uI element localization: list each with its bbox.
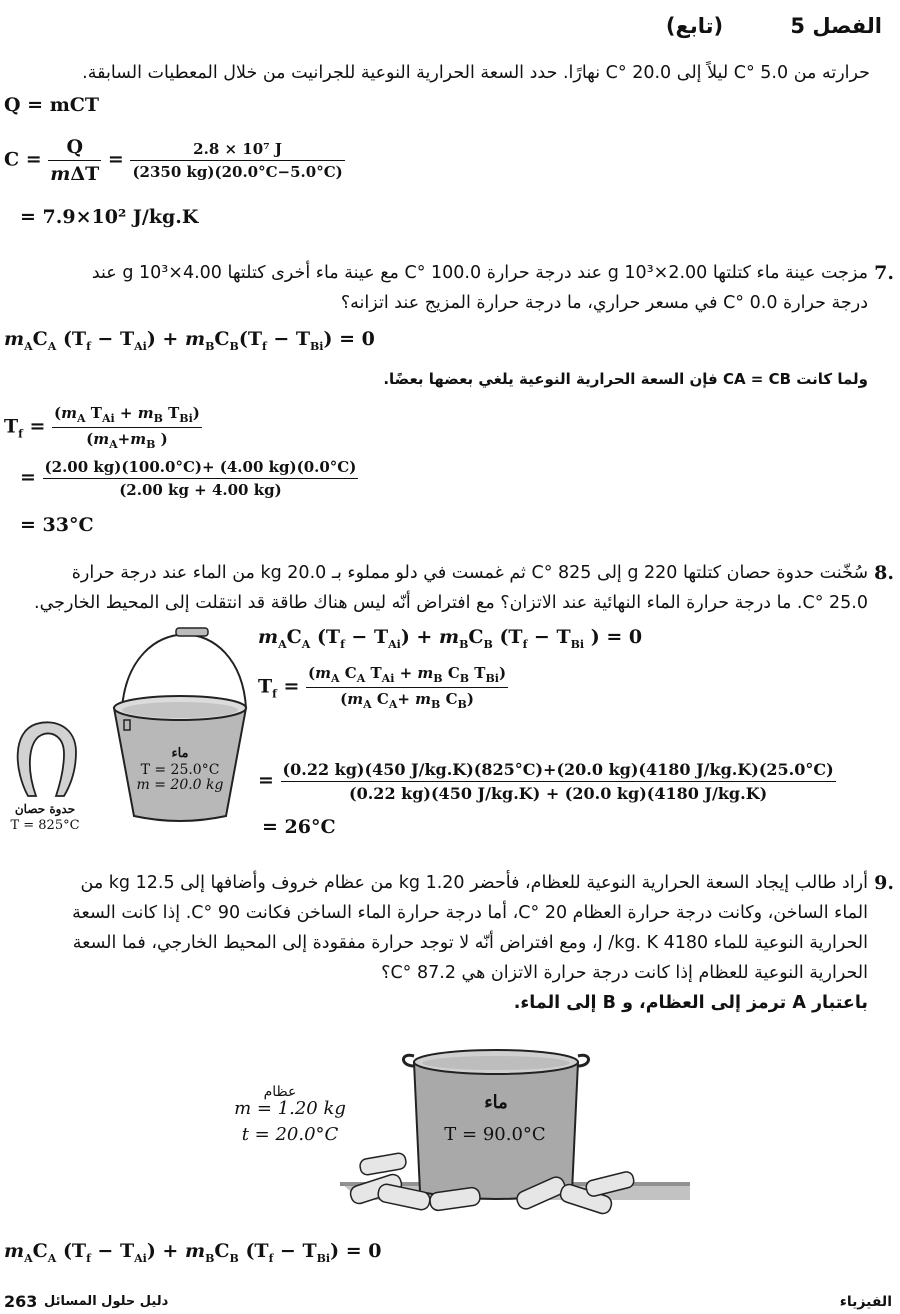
pot-water-temp: T = 90.0°C <box>444 1124 546 1145</box>
eq-q8-tf: $T_f$ = $\frac{(m_A C_A T_{Ai} + m_B C_B T_{Bi})}{(m_A C_A+ m_B C_B)}$ <box>258 664 507 711</box>
question-9-line2: الماء الساخن، وكانت درجة حرارة العظام 20 °C، أما درجة حرارة الماء الساخن فكانت 90 °C. إذا كانت السعة <box>72 903 868 923</box>
continued-label: (تابع) <box>665 14 724 38</box>
eq-c-fraction: C = $\frac{Q}{\text{mΔT}}$ = $\frac{\text{2.8 × 10⁷ J}}{(2350 kg)(20.0^\circ C-5.0^\circ C)}$ <box>4 136 343 185</box>
subject-title: الفيزياء <box>839 1294 892 1310</box>
q7-numerator: (2.00 kg)(100.0°C)+ (4.00 kg)(0.0°C) <box>43 458 359 479</box>
eq-q9-balance: $m_AC_A$ $(T_f - T_{Ai}) + m_BC_B$ $(T_f - T_{Bi}) = 0$ <box>4 1240 382 1265</box>
eq-q7-tf: $T_f$ = $\frac{(m_A T_{Ai} + m_B T_{Bi})}{(m_A+m_B )}$ <box>4 404 200 451</box>
page-number: 263 <box>4 1292 38 1311</box>
eq-q8-substituted: = $\frac{(0.22 kg)(450 J/kg.K)(825^\circ C)+(20.0 kg)(4180 J/kg.K)(25.0^\circ C)}{(0.22 kg)(450 J/kg.K) + (20.0 kg)(4180 J/kg.K)}$ <box>258 760 834 803</box>
question-7-line1: مزجت عينة ماء كتلتها 2.00×10³ g عند درجة حرارة 100.0 °C مع عينة ماء أخرى كتلتها 4.00×10³ g عند <box>91 263 868 283</box>
question-9-line1: أراد طالب إيجاد السعة الحرارية النوعية للعظام، فأحضر 1.20 kg من عظام خروف وأضافها إلى 12.5 kg من <box>80 873 868 893</box>
question-9-line5: باعتبار A ترمز إلى العظام، و B إلى الماء. <box>513 993 868 1013</box>
question-9-number: 9. <box>874 872 894 894</box>
question-8-number: 8. <box>874 562 894 584</box>
question-8-line1: سُخّنت حدوة حصان كتلتها 220 g إلى 825 °C ثم غمست في دلو مملوء بـ 20.0 kg من الماء عند درجة حرارة <box>71 563 868 583</box>
q7-denominator: (2.00 kg + 4.00 kg) <box>119 481 282 499</box>
chapter-title: الفصل 5 <box>790 14 882 38</box>
question-7-number: 7. <box>874 262 894 284</box>
chapter-header <box>666 14 882 38</box>
intro-text: حرارته من 5.0 °C ليلاً إلى 20.0 °C نهارًا. حدد السعة الحرارية النوعية للجرانيت من خلال المعطيات السابقة. <box>82 63 870 83</box>
eq-q8-balance: $m_AC_A$ $(T_f - T_{Ai}) + m_BC_B$ ($T_f - T_{Bi}$ ) = 0 <box>258 626 643 651</box>
q8-numerator: (0.22 kg)(450 J/kg.K)(825°C)+(20.0 kg)(4180 J/kg.K)(25.0°C) <box>281 760 836 782</box>
q8-denominator: (0.22 kg)(450 J/kg.K) + (20.0 kg)(4180 J/kg.K) <box>349 784 768 803</box>
bucket-water-label: ماء <box>171 746 189 761</box>
eq-q8-result: = 26°C <box>262 816 336 838</box>
bucket-water-mass: m = 20.0 kg <box>136 777 224 793</box>
eq-q7-substituted: = $\frac{(2.00 kg)(100.0^\circ C)+ (4.00 kg)(0.0^\circ C)}{(2.00 kg + 4.00 kg)}$ <box>20 458 357 499</box>
pot-water-label: ماء <box>484 1092 508 1113</box>
c-numerator: 2.8 × 10⁷ J <box>130 140 344 161</box>
question-7-note: ولما كانت CA = CB فإن السعة الحرارية النوعية يلغي بعضها بعضًا. <box>383 370 868 388</box>
eq-q-mct: Q = mCT <box>4 94 100 116</box>
question-9-line3: الحرارية النوعية للماء 4180 J /kg. K، ومع افتراض أنّه لا توجد حرارة مفقودة إلى المحيط الخارجي، فما السعة <box>72 933 868 953</box>
c-denominator: (2350 kg)(20.0°C−5.0°C) <box>132 163 343 181</box>
horseshoe-temp: T = 825°C <box>10 818 80 833</box>
horseshoe-label: حدوة حصان <box>14 802 76 816</box>
guide-title: دليل حلول المسائل <box>44 1294 169 1309</box>
bones-mass: m = 1.20 kg <box>234 1098 346 1119</box>
footer <box>0 1292 900 1314</box>
bones-temp: t = 20.0°C <box>241 1124 339 1145</box>
bones-label: عظام <box>263 1084 297 1100</box>
question-7-line2: درجة حرارة 0.0 °C في مسعر حراري، ما درجة حرارة المزيج عند اتزانه؟ <box>340 293 868 313</box>
bucket-water-temp: T = 25.0°C <box>140 762 220 778</box>
question-9-line4: الحرارية النوعية للعظام إذا كانت درجة حرارة الاتزان هي 87.2 °C؟ <box>381 963 868 983</box>
eq-c-result: = 7.9×10² J/kg.K <box>20 206 199 228</box>
question-8-line2: 25.0 °C. ما درجة حرارة الماء النهائية عند الاتزان؟ مع افتراض أنّه ليس هناك طاقة قد انتقلت إلى المحيط الخارجي. <box>34 593 868 613</box>
eq-q7-result: = 33°C <box>20 514 94 536</box>
eq-q7-balance: $m_AC_A$ $(T_f - T_{Ai}) + m_BC_B(T_f - T_{Bi}) = 0$ <box>4 328 375 353</box>
